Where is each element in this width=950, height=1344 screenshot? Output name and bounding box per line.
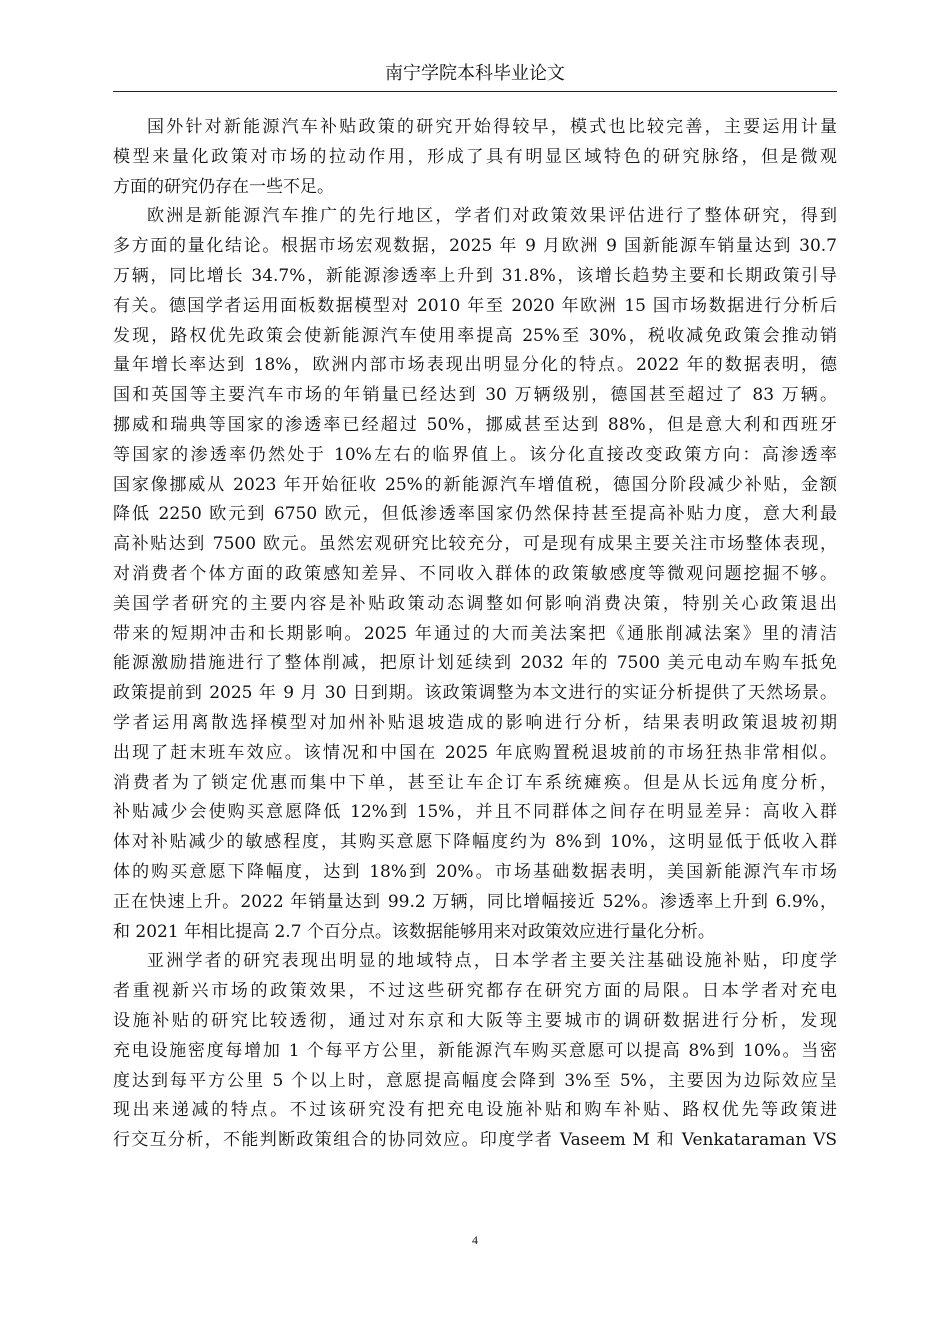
text-line: 充电设施密度每增加 1 个每平方公里，新能源汽车购买意愿可以提高 8%到 10%。当密 <box>113 1040 837 1061</box>
text-line: 万辆，同比增长 34.7%，新能源渗透率上升到 31.8%，该增长趋势主要和长期政策引导 <box>113 265 837 286</box>
text-line: 国家像挪威从 2023 年开始征收 25%的新能源汽车增值税，德国分阶段减少补贴，金额 <box>113 474 837 495</box>
text-line: 政策提前到 2025 年 9 月 30 日到期。该政策调整为本文进行的实证分析提供了天然场景。 <box>113 683 837 704</box>
text-line: 和 2021 年相比提高 2.7 个百分点。该数据能够用来对政策效应进行量化分析。 <box>113 921 715 942</box>
text-line: 能源激励措施进行了整体削减，把原计划延续到 2032 年的 7500 美元电动车购车抵免 <box>113 653 837 674</box>
text-line: 有关。德国学者运用面板数据模型对 2010 年至 2020 年欧洲 15 国市场数据进行分析后 <box>113 295 837 316</box>
text-line: 对消费者个体方面的政策感知差异、不同收入群体的政策敏感度等微观问题挖掘不够。 <box>113 563 837 584</box>
text-line: 国外针对新能源汽车补贴政策的研究开始得较早，模式也比较完善，主要运用计量 <box>147 117 837 137</box>
text-line: 美国学者研究的主要内容是补贴政策动态调整如何影响消费决策，特别关心政策退出 <box>113 593 837 614</box>
running-header: 南宁学院本科毕业论文 <box>385 63 565 84</box>
text-line: 发现，路权优先政策会使新能源汽车使用率提高 25%至 30%，税收减免政策会推动销 <box>113 325 837 346</box>
paragraph <box>113 113 837 202</box>
header-rule <box>113 91 837 92</box>
text-line: 降低 2250 欧元到 6750 欧元，但低渗透率国家仍然保持甚至提高补贴力度，意大利最 <box>113 504 837 525</box>
page-number: 4 <box>472 1233 478 1247</box>
text-line: 学者运用离散选择模型对加州补贴退坡造成的影响进行分析，结果表明政策退坡初期 <box>113 712 837 733</box>
text-line: 体对补贴减少的敏感程度，其购买意愿下降幅度约为 8%到 10%，这明显低于低收入群 <box>113 832 837 853</box>
text-line: 出现了赶末班车效应。该情况和中国在 2025 年底购置税退坡前的市场狂热非常相似。 <box>113 742 837 763</box>
text-line: 欧洲是新能源汽车推广的先行地区，学者们对政策效果评估进行了整体研究，得到 <box>147 206 837 227</box>
text-line: 行交互分析，不能判断政策组合的协同效应。印度学者 Vaseem M 和 Venkataraman VS <box>113 1130 837 1151</box>
body-text <box>113 113 837 1156</box>
text-line: 设施补贴的研究比较透彻，通过对东京和大阪等主要城市的调研数据进行分析，发现 <box>113 1010 837 1031</box>
text-line: 亚洲学者的研究表现出明显的地域特点，日本学者主要关注基础设施补贴，印度学 <box>147 951 837 972</box>
text-line: 带来的短期冲击和长期影响。2025 年通过的大而美法案把《通胀削减法案》里的清洁 <box>113 623 837 644</box>
text-line: 量年增长率达到 18%，欧洲内部市场表现出明显分化的特点。2022 年的数据表明，德 <box>113 355 837 376</box>
text-line: 模型来量化政策对市场的拉动作用，形成了具有明显区域特色的研究脉络，但是微观 <box>113 146 837 167</box>
text-line: 国和英国等主要汽车市场的年销量已经达到 30 万辆级别，德国甚至超过了 83 万辆。 <box>113 385 837 406</box>
text-line: 高补贴达到 7500 欧元。虽然宏观研究比较充分，可是现有成果主要关注市场整体表现， <box>113 534 837 555</box>
text-line: 消费者为了锁定优惠而集中下单，甚至让车企订车系统瘫痪。但是从长远角度分析， <box>113 772 837 793</box>
text-line: 体的购买意愿下降幅度，达到 18%到 20%。市场基础数据表明，美国新能源汽车市场 <box>113 861 837 882</box>
text-line: 度达到每平方公里 5 个以上时，意愿提高幅度会降到 3%至 5%，主要因为边际效应呈 <box>113 1070 837 1091</box>
paragraph <box>113 947 837 1156</box>
text-line: 挪威和瑞典等国家的渗透率已经超过 50%，挪威甚至达到 88%，但是意大利和西班牙 <box>113 414 837 435</box>
text-line: 方面的研究仍存在一些不足。 <box>113 176 334 197</box>
text-line: 正在快速上升。2022 年销量达到 99.2 万辆，同比增幅接近 52%。渗透率上升到 6.9%， <box>113 891 837 912</box>
text-line: 者重视新兴市场的政策效果，不过这些研究都存在研究方面的局限。日本学者对充电 <box>113 981 837 1002</box>
text-line: 等国家的渗透率仍然处于 10%左右的临界值上。该分化直接改变政策方向：高渗透率 <box>113 444 837 465</box>
text-line: 补贴减少会使购买意愿降低 12%到 15%，并且不同群体之间存在明显差异：高收入群 <box>113 802 837 823</box>
text-line: 现出来递减的特点。不过该研究没有把充电设施补贴和购车补贴、路权优先等政策进 <box>113 1100 837 1121</box>
paragraph <box>113 202 837 947</box>
text-line: 多方面的量化结论。根据市场宏观数据，2025 年 9 月欧洲 9 国新能源车销量达到 30.7 <box>113 236 837 257</box>
